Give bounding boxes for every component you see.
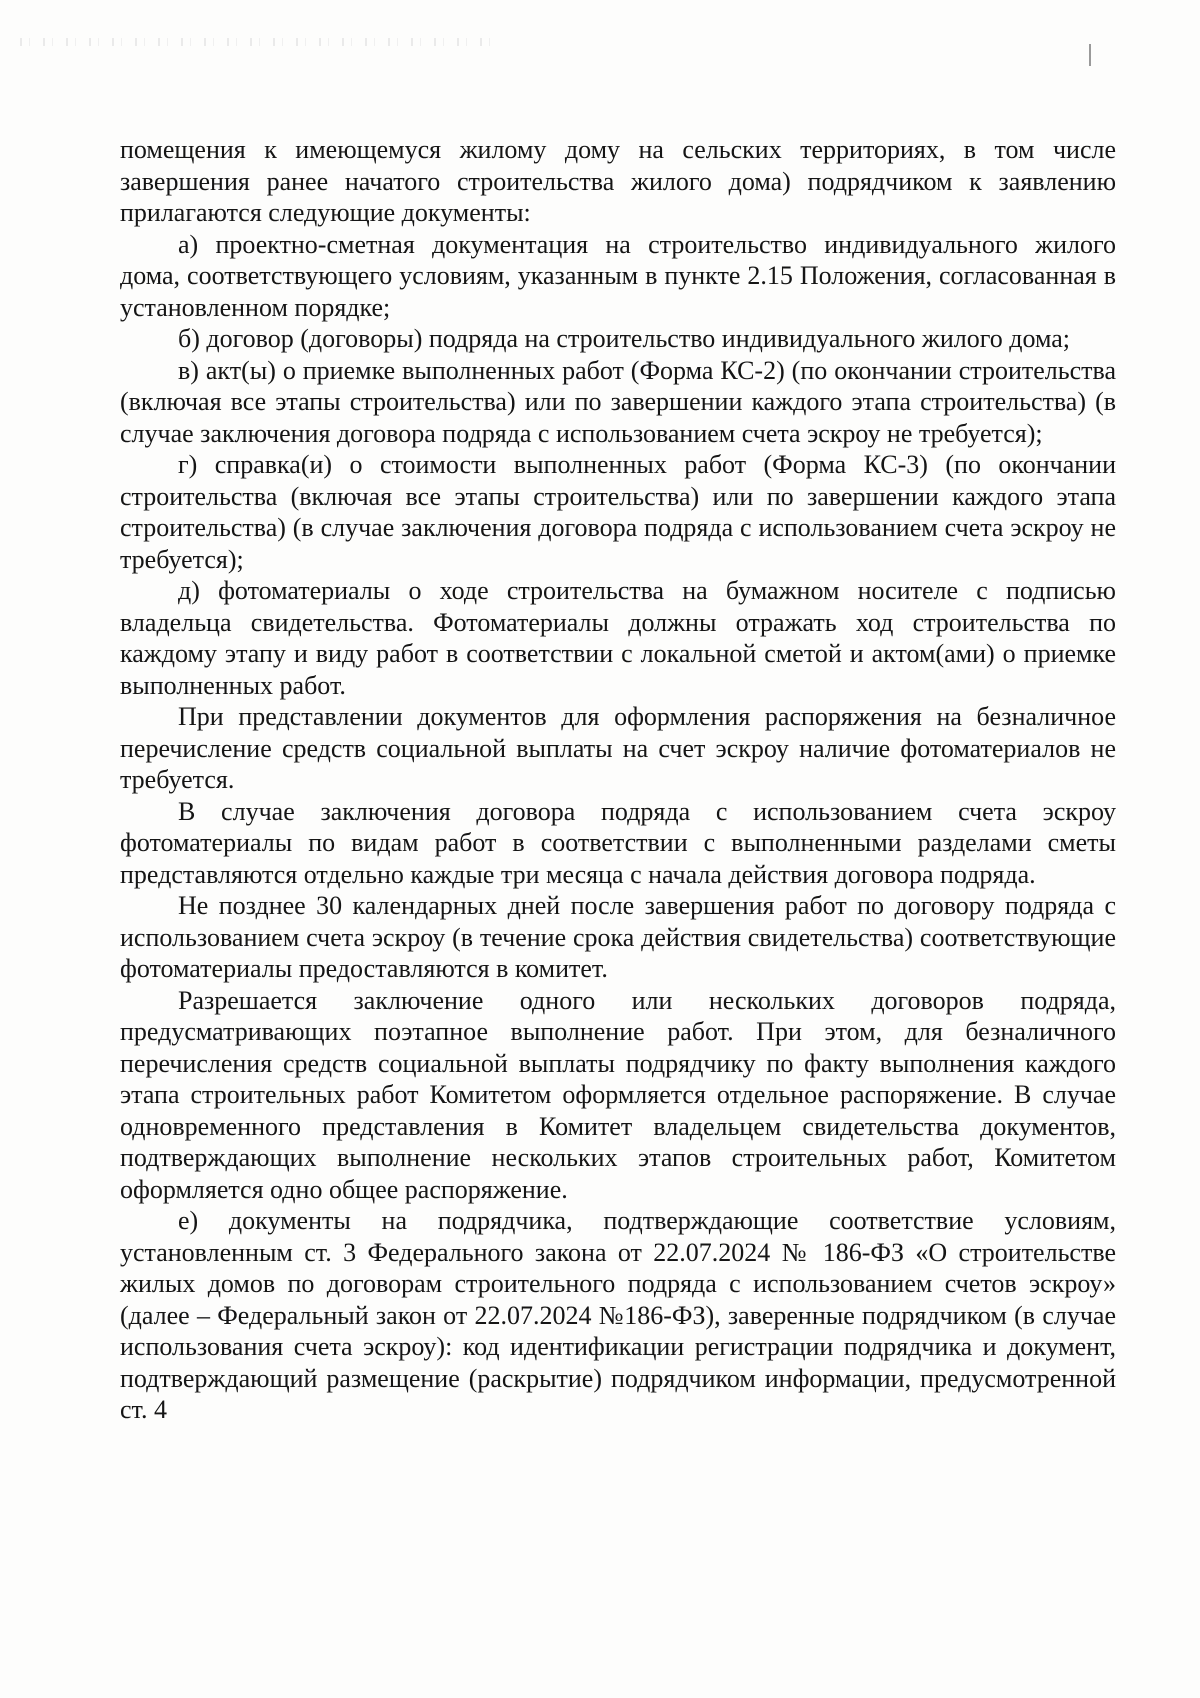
paragraph-item-v: в) акт(ы) о приемке выполненных работ (Форма КС-2) (по окончании строительства (включая все этапы строительства) или по завершении каждого этапа строительства) (в случае заключения договора подряда с использованием счета эскроу не требуется); [120,355,1116,448]
scan-mark [1089,44,1091,66]
document-body [120,134,1116,1426]
paragraph-stages: Разрешается заключение одного или нескольких договоров подряда, предусматривающих поэтапное выполнение работ. При этом, для безналичного перечисления средств социальной выплаты подрядчику по факту выполнения каждого этапа строительных работ Комитетом оформляется отдельное распоряжение. В случае одновременного представления в Комитет владельцем свидетельства документов, подтверждающих выполнение нескольких этапов строительных работ, Комитетом оформляется одно общее распоряжение. [120,985,1116,1204]
scan-noise [20,38,500,46]
paragraph-item-b: б) договор (договоры) подряда на строительство индивидуального жилого дома; [178,324,1071,353]
paragraph-item-e: е) документы на подрядчика, подтверждающие соответствие условиям, установленным ст. 3 Федерального закона от 22.07.2024 № 186-ФЗ «О строительстве жилых домов по договорам строительного подряда с использованием счетов эскроу» (далее – Федеральный закон от 22.07.2024 №186-ФЗ), заверенные подрядчиком (в случае использования счета эскроу): код идентификации регистрации подрядчика и документ, подтверждающий размещение (раскрытие) подрядчиком информации, предусмотренной ст. 4 [120,1206,1116,1424]
paragraph-deadline: Не позднее 30 календарных дней после завершения работ по договору подряда с использованием счета эскроу (в течение срока действия свидетельства) соответствующие фотоматериалы предоставляются в комитет. [120,891,1116,983]
paragraph-escrow-photos: В случае заключения договора подряда с использованием счета эскроу фотоматериалы по видам работ в соответствии с выполненными разделами сметы представляются отдельно каждые три месяца с начала действия договора подряда. [120,796,1116,889]
paragraph-item-g: г) справка(и) о стоимости выполненных работ (Форма КС-3) (по окончании строительства (включая все этапы строительства) или по завершении каждого этапа строительства) (в случае заключения договора подряда с использованием счета эскроу не требуется); [120,450,1116,574]
paragraph-escrow-note: При представлении документов для оформления распоряжения на безналичное перечисление средств социальной выплаты на счет эскроу наличие фотоматериалов не требуется. [120,702,1116,794]
paragraph-item-a: а) проектно-сметная документация на строительство индивидуального жилого дома, соответствующего условиям, указанным в пункте 2.15 Положения, согласованная в установленном порядке; [120,229,1116,322]
paragraph-intro: помещения к имеющемуся жилому дому на сельских территориях, в том числе завершения ранее начатого строительства жилого дома) подрядчиком к заявлению прилагаются следующие документы: [120,135,1116,227]
paragraph-item-d: д) фотоматериалы о ходе строительства на бумажном носителе с подписью владельца свидетельства. Фотоматериалы должны отражать ход строительства по каждому этапу и виду работ в соответствии с локальной сметой и актом(ами) о приемке выполненных работ. [120,576,1116,700]
